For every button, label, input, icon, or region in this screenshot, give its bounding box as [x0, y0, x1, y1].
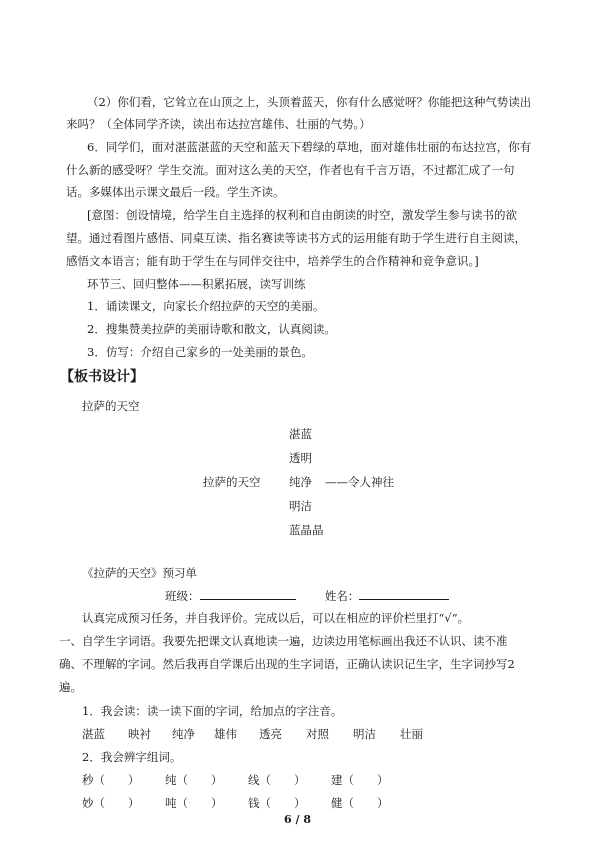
compare-item[interactable]: 妙（ ）	[82, 796, 140, 810]
para-6-line1: 6．同学们，面对湛蓝湛蓝的天空和蓝天下碧绿的草地，面对雄伟壮丽的布达拉宫，你有	[87, 140, 532, 154]
compare-item[interactable]: 秒（ ）	[82, 773, 140, 787]
board-word-4: 明洁	[289, 499, 312, 513]
board-design-heading: 【板书设计】	[60, 369, 144, 385]
q1-heading: 1．我会读：读一读下面的字词，给加点的字注音。	[82, 704, 343, 718]
board-word-5: 蓝晶晶	[289, 523, 324, 537]
para-6-line2: 什么新的感受呀？学生交流。面对这么美的天空，作者也有千言万语，不过都汇成了一句	[66, 163, 515, 177]
vocab-word: 对照	[306, 727, 329, 741]
para-2-line2: 来吗？（全体同学齐读，读出布达拉宫雄伟、壮丽的气势。）	[66, 117, 371, 131]
task-3: 3．仿写：介绍自己家乡的一处美丽的景色。	[87, 345, 313, 359]
intent-line2: 望。通过看图片感悟、同桌互读、指名赛读等读书方式的运用能有助于学生进行自主阅读，	[66, 231, 526, 245]
page-number: 6 / 8	[284, 813, 311, 826]
preview-title: 《拉萨的天空》预习单	[82, 566, 197, 580]
para-2-line1: （2）你们看，它耸立在山顶之上，头顶着蓝天，你有什么感觉呀？你能把这种气势读出	[87, 95, 532, 109]
instruction-line: 认真完成预习任务，并自我评价。完成以后，可以在相应的评价栏里打“√”。	[82, 611, 470, 625]
part1-line3: 遍。	[59, 680, 82, 694]
class-label: 班级：	[165, 589, 200, 603]
vocab-word: 映衬	[128, 727, 151, 741]
compare-item[interactable]: 健（ ）	[331, 796, 389, 810]
vocab-word: 纯净	[172, 727, 195, 741]
board-title: 拉萨的天空	[82, 399, 140, 413]
vocab-word: 明洁	[353, 727, 376, 741]
part1-line2: 确、不理解的字词。然后我再自学课后出现的生字词语，正确认读识记生字，生字词抄写2	[59, 657, 515, 671]
vocab-word: 透亮	[259, 727, 282, 741]
name-field[interactable]	[359, 587, 449, 600]
board-word-2: 透明	[289, 451, 312, 465]
vocab-word: 湛蓝	[82, 727, 105, 741]
compare-item[interactable]: 纯（ ）	[165, 773, 223, 787]
compare-item[interactable]: 钱（ ）	[248, 796, 306, 810]
compare-item[interactable]: 建（ ）	[331, 773, 389, 787]
compare-item[interactable]: 吨（ ）	[165, 796, 223, 810]
board-word-3: 纯净	[289, 475, 312, 489]
task-2: 2．搜集赞美拉萨的美丽诗歌和散文，认真阅读。	[87, 322, 336, 336]
class-field[interactable]	[200, 587, 296, 600]
compare-item[interactable]: 线（ ）	[248, 773, 306, 787]
part1-line1: 一、自学生字词语。我要先把课文认真地读一遍，边读边用笔标画出我还不认识、读不准	[59, 634, 508, 648]
class-row	[165, 587, 449, 604]
vocab-word: 雄伟	[214, 727, 237, 741]
board-word-1: 湛蓝	[289, 427, 312, 441]
vocab-word: 壮丽	[400, 727, 423, 741]
para-6-line3: 话。多媒体出示课文最后一段。学生齐读。	[66, 185, 285, 199]
board-center: 拉萨的天空	[203, 475, 261, 489]
intent-line3: 感悟文本语言；能有助于学生在与同伴交往中，培养学生的合作精神和竞争意识。]	[66, 254, 479, 268]
intent-line1: [意图：创设情境，给学生自主选择的权利和自由朗读的时空，激发学生参与读书的欲	[87, 208, 517, 222]
name-label: 姓名：	[324, 589, 360, 603]
section3-heading: 环节三、回归整体——积累拓展，读写训练	[87, 277, 306, 291]
task-1: 1．诵读课文，向家长介绍拉萨的天空的美丽。	[87, 299, 325, 313]
q2-heading: 2．我会辨字组词。	[82, 750, 182, 764]
board-arrow-text: ——令人神往	[325, 475, 394, 489]
